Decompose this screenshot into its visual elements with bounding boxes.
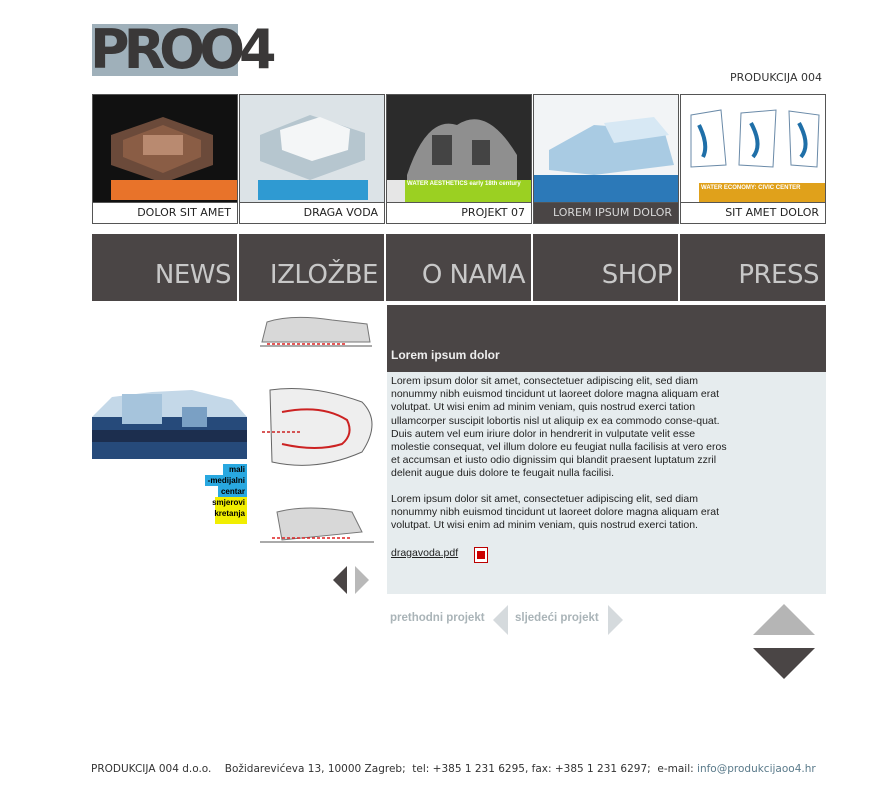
gallery-next-arrow-icon[interactable] xyxy=(355,566,369,594)
nav-news[interactable] xyxy=(92,234,237,301)
content-paragraph: Lorem ipsum dolor sit amet, consectetuer adipiscing elit, sed diam nonummy nibh euismod tincidunt ut laoreet dolore magna aliquam erat volutpat. Ut wisi enim ad minim veniam, quis nostrud exerci tation ullamcorper suscipit lobortis nisl ut aliquip ex ea commodo conse-quat. Duis autem vel eum iriure dolor in hendrerit in vulputate velit esse molestie consequat, vel illum dolore eu feugiat nulla facilisis at vero eros et accumsan et iusto odio dignissim qui blandit praesent luptatum zzril delenit augue duis dolore te feugait nulla facilisi. xyxy=(391,375,727,480)
footer-company: PRODUKCIJA 004 d.o.o. xyxy=(91,763,212,775)
project-drawings xyxy=(92,312,382,562)
footer-email-link[interactable]: info@produkcijaoo4.hr xyxy=(697,763,816,775)
footer xyxy=(91,763,816,775)
scroll-up-icon[interactable] xyxy=(753,604,815,635)
nav-press[interactable] xyxy=(680,234,825,301)
nav-izlozbe[interactable] xyxy=(239,234,384,301)
project-label: mali xyxy=(228,465,245,474)
thumbnail-banner: WATER ECONOMY: CIVIC CENTER xyxy=(701,185,801,191)
brand-name: PRODUKCIJA 004 xyxy=(729,71,822,84)
nav-label: PRESS xyxy=(738,260,819,290)
thumbnail-image xyxy=(240,95,384,203)
project-gallery xyxy=(92,312,382,562)
thumbnail-caption: SIT AMET DOLOR xyxy=(681,202,825,223)
next-project-link[interactable]: sljedeći projekt xyxy=(515,612,599,624)
pdf-icon[interactable] xyxy=(474,547,488,563)
nav-o-nama[interactable] xyxy=(386,234,531,301)
logo[interactable] xyxy=(90,18,271,81)
logo-text: PROO4 xyxy=(90,18,271,81)
thumbnail-lorem-ipsum-dolor[interactable] xyxy=(533,94,679,224)
previous-project-link[interactable]: prethodni projekt xyxy=(390,612,485,624)
thumbnail-caption: DRAGA VODA xyxy=(240,202,384,223)
thumbnail-draga-voda[interactable] xyxy=(239,94,385,224)
thumbnail-dolor-sit-amet[interactable] xyxy=(92,94,238,224)
content-paragraph: Lorem ipsum dolor sit amet, consectetuer adipiscing elit, sed diam nonummy nibh euismod tincidunt ut laoreet dolore magna aliquam erat volutpat. Ut wisi enim ad minim veniam, quis nostrud exerci tation. xyxy=(391,493,720,532)
project-label-list xyxy=(208,464,245,519)
gallery-prev-arrow-icon[interactable] xyxy=(333,566,347,594)
nav-label: IZLOŽBE xyxy=(269,260,378,290)
nav-label: NEWS xyxy=(154,260,231,290)
nav-label: SHOP xyxy=(601,260,672,290)
thumbnail-projekt-07[interactable] xyxy=(386,94,532,224)
thumbnail-caption: DOLOR SIT AMET xyxy=(93,202,237,223)
project-label: kretanja xyxy=(214,509,245,518)
thumbnail-caption: PROJEKT 07 xyxy=(387,202,531,223)
project-label: smjerovi xyxy=(212,498,245,507)
content-header xyxy=(387,305,826,372)
thumbnail-image xyxy=(93,95,237,203)
scroll-down-icon[interactable] xyxy=(753,648,815,679)
project-label: centar xyxy=(220,487,245,496)
footer-email-label: e-mail: xyxy=(657,763,694,775)
thumbnail-banner: WATER AESTHETICS early 18th century xyxy=(407,181,521,187)
nav-shop[interactable] xyxy=(533,234,678,301)
footer-address: Božidarevićeva 13, 10000 Zagreb; xyxy=(224,763,406,775)
pdf-link[interactable]: dragavoda.pdf xyxy=(391,547,459,559)
nav-label: O NAMA xyxy=(421,260,525,290)
thumbnail-caption: LOREM IPSUM DOLOR xyxy=(534,202,678,223)
content-title: Lorem ipsum dolor xyxy=(391,348,500,362)
next-arrow-icon[interactable] xyxy=(608,605,623,635)
thumbnail-sit-amet-dolor[interactable] xyxy=(680,94,826,224)
project-label: -medijalni xyxy=(207,476,245,485)
thumbnail-image xyxy=(534,95,678,203)
footer-phones: tel: +385 1 231 6295, fax: +385 1 231 6297; xyxy=(412,763,651,775)
previous-arrow-icon[interactable] xyxy=(493,605,508,635)
content-body xyxy=(387,372,826,594)
